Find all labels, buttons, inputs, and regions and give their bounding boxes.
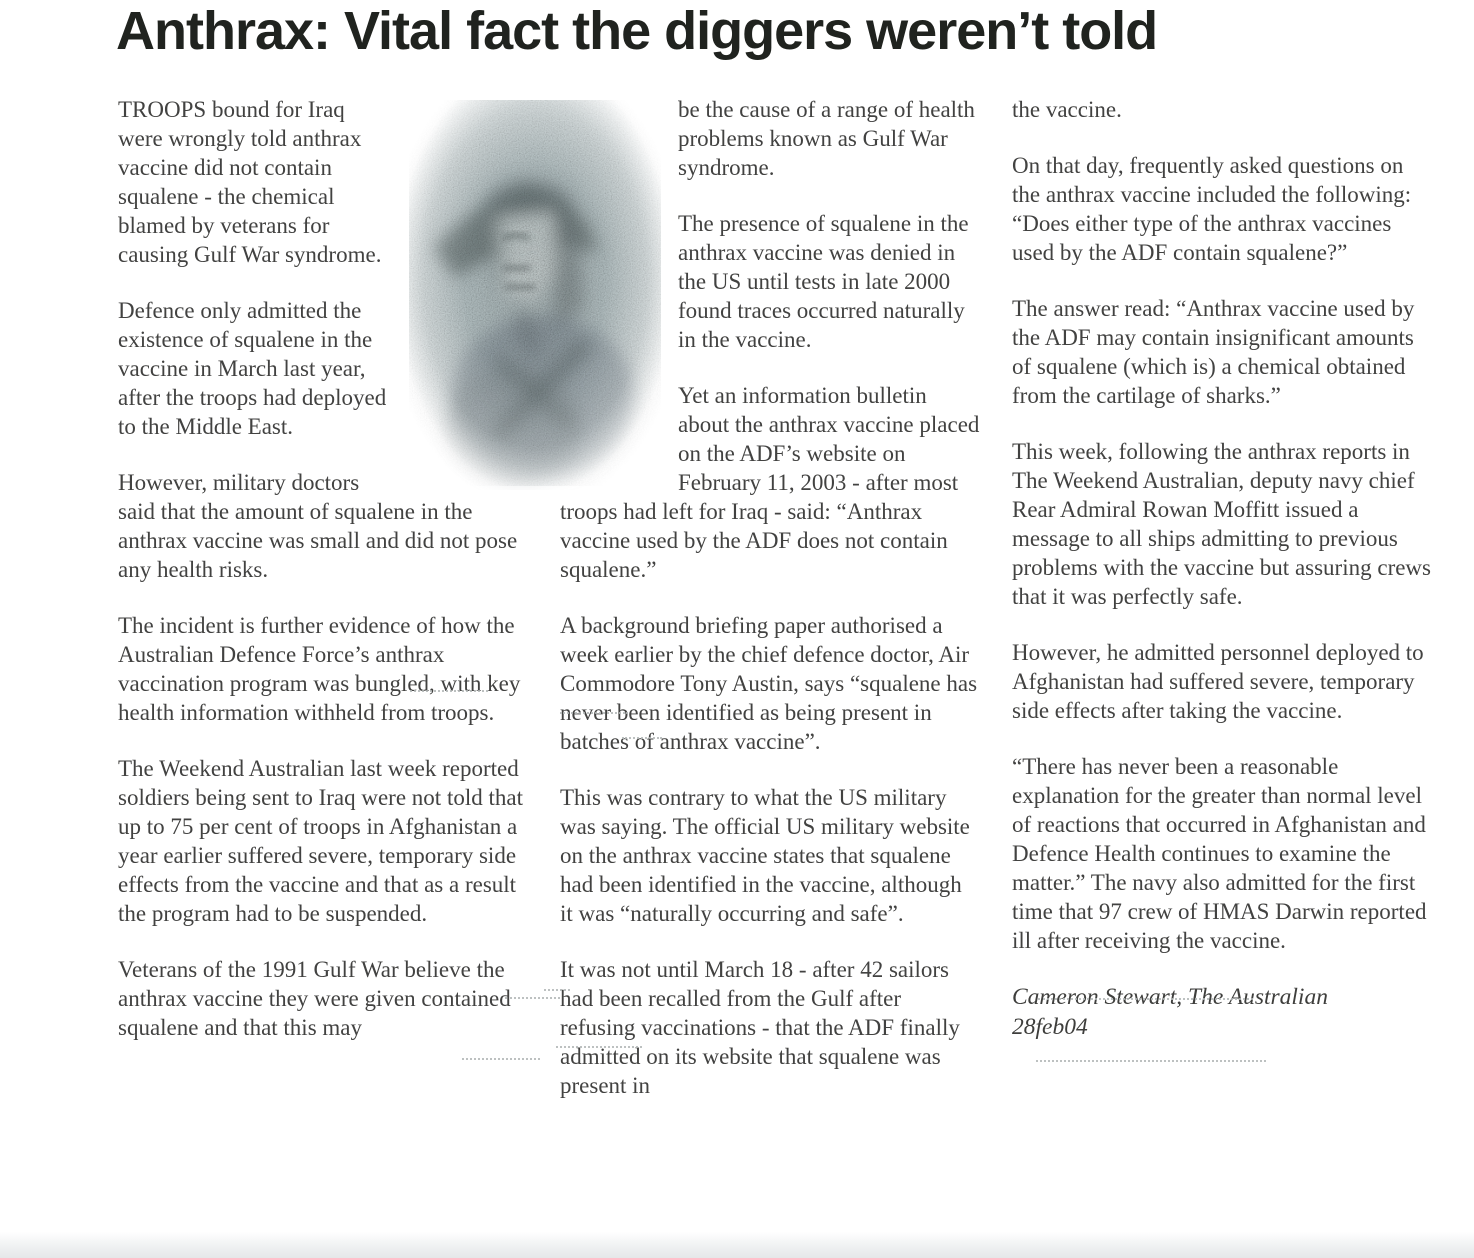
article-title: Anthrax: Vital fact the diggers weren’t told (116, 1, 1158, 61)
article-paragraph: be the cause of a range of health problems known as Gulf War syndrome. (678, 97, 975, 180)
article-paragraph: The incident is further evidence of how the Australian Defence Force’s anthrax vaccination program was bungled, with key health information withheld from troops. (118, 613, 521, 725)
article-paragraph: “There has never been a reasonable explanation for the greater than normal level of reactions that occurred in Afghanistan and Defence Health continues to examine the matter.” The navy also admitted for the first time that 97 crew of HMAS Darwin reported ill after receiving the vaccine. (1012, 754, 1427, 953)
byline-credit: Cameron Stewart, The Australian (1012, 984, 1328, 1010)
page-edge-shadow (0, 1232, 1474, 1258)
article-paragraph: the vaccine. (1012, 97, 1122, 122)
article-paragraph: This was contrary to what the US military was saying. The official US military website on the anthrax vaccine states that squalene had been identified in the vaccine, although it was “naturally occurring and safe”. (560, 785, 970, 926)
article-paragraph: The Weekend Australian last week reported soldiers being sent to Iraq were not told that up to 75 per cent of troops in Afghanistan a year earlier suffered severe, temporary side effects from the vaccine and that as a result the program had to be suspended. (118, 756, 523, 926)
photo-wrap-spacer (560, 95, 678, 485)
byline (1012, 982, 1436, 1042)
article-paragraph: Veterans of the 1991 Gulf War believe the anthrax vaccine they were given contained squalene and that this may (118, 957, 511, 1040)
scan-artifact (462, 1058, 540, 1060)
article-paragraph: TROOPS bound for Iraq were wrongly told anthrax vaccine did not contain squalene - the chemical blamed by veterans for causing Gulf War syndrome. (118, 97, 382, 267)
scan-artifact (556, 1046, 642, 1048)
photo-wrap-spacer (394, 95, 536, 487)
article-paragraph: A background briefing paper authorised a week earlier by the chief defence doctor, Air Commodore Tony Austin, says “squalene has never been identified as being present in batches of anthrax vaccine”. (560, 613, 978, 754)
scan-artifact (622, 737, 662, 739)
column-1 (118, 95, 536, 1069)
article-paragraph: Defence only admitted the existence of squalene in the vaccine in March last year, after the troops had deployed to the Middle East. (118, 298, 387, 439)
scan-artifact (544, 989, 570, 991)
article-paragraph: Yet an information bulletin about the anthrax vaccine placed on the ADF’s website on February 11, 2003 - after most troops had left for Iraq - said: “Anthrax vaccine used by the ADF does not contain squalene.” (560, 383, 980, 582)
scan-artifact (560, 712, 628, 714)
byline-date: 28feb04 (1012, 1014, 1088, 1040)
scan-artifact (505, 997, 560, 999)
scan-artifact (1038, 998, 1253, 1000)
column-3 (1012, 95, 1436, 1042)
article-paragraph: It was not until March 18 - after 42 sailors had been recalled from the Gulf after refusing vaccinations - that the ADF finally admitted on its website that squalene was present in (560, 957, 960, 1098)
scan-artifact (410, 690, 488, 692)
article-paragraph: On that day, frequently asked questions on the anthrax vaccine included the following: “Does either type of the anthrax vaccines used by the ADF contain squalene?” (1012, 153, 1412, 265)
article-paragraph: However, he admitted personnel deployed to Afghanistan had suffered severe, temporary side effects after taking the vaccine. (1012, 640, 1424, 723)
article-paragraph: However, military doctors said that the amount of squalene in the anthrax vaccine was small and did not pose any health risks. (118, 470, 518, 582)
article-paragraph: The answer read: “Anthrax vaccine used by the ADF may contain insignificant amounts of squalene (which is) a chemical obtained from the cartilage of sharks.” (1012, 296, 1415, 408)
article-paragraph: This week, following the anthrax reports in The Weekend Australian, deputy navy chief Rear Admiral Rowan Moffitt issued a message to all ships admitting to previous problems with the vaccine but assuring crews that it was perfectly safe. (1012, 439, 1431, 609)
article-paragraph: The presence of squalene in the anthrax vaccine was denied in the US until tests in late 2000 found traces occurred naturally in the vaccine. (678, 211, 969, 352)
article-body (118, 95, 1438, 1127)
column-2 (560, 95, 980, 1127)
scan-artifact (1036, 1060, 1266, 1062)
